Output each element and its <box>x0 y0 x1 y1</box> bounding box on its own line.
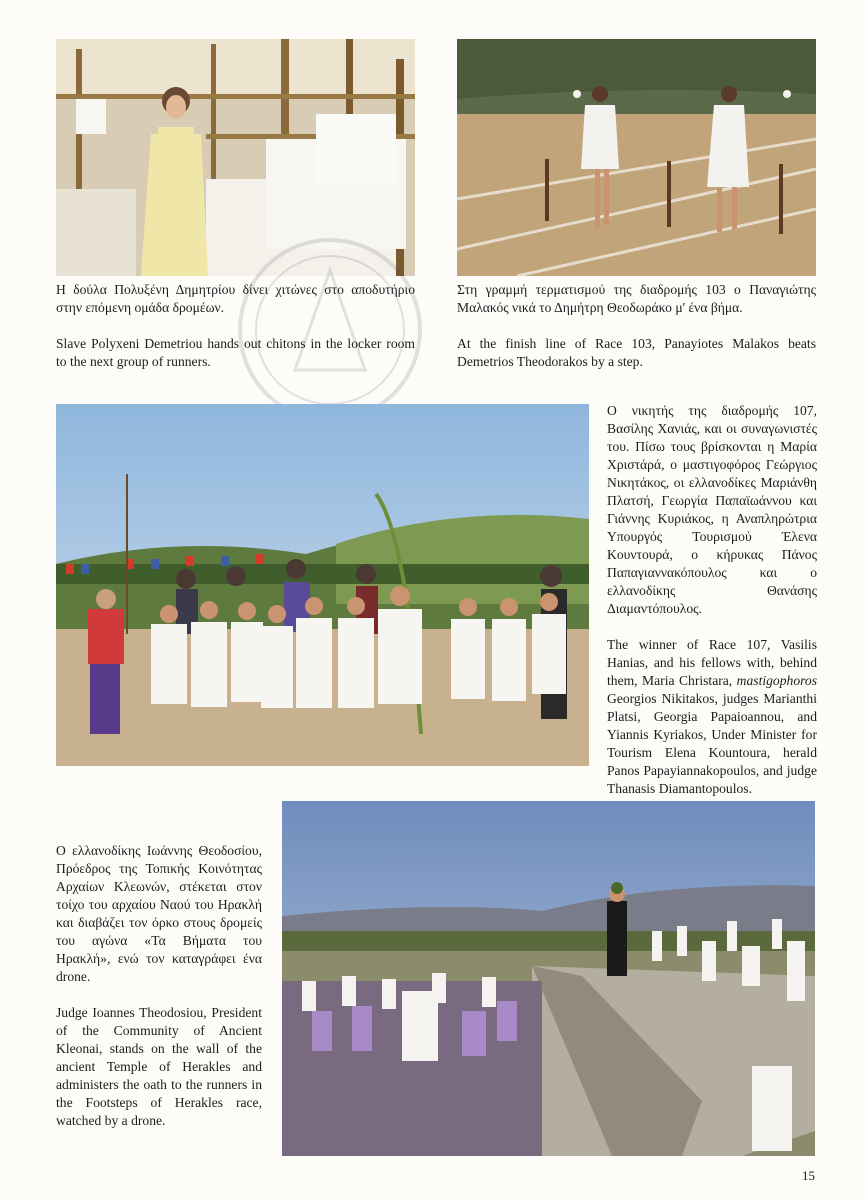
locker-room-caption-greek: Η δούλα Πολυξένη Δημητρίου δίνει χιτώνες στο αποδυτήριο στην επόμενη ομάδα δρομέων. <box>56 282 415 315</box>
finish-line-caption-english: At the finish line of Race 103, Panayiotes Malakos beats Demetrios Theodorakos by a step. <box>457 336 816 369</box>
winners-caption-greek: Ο νικητής της διαδρομής 107, Βασίλης Χανιάς, και οι συναγωνιστές του. Πίσω τους βρίσκονται η Μαρία Χριστάρά, ο μαστιγοφόρος Γεώργιος Νικητάκος, οι ελλανοδίκες Μαριάνθη Πλατσή, Γεωργία Παπαϊωάννου και Γιάννης Κυριάκος, η Αναπληρώτρια Υπουργός Τουρισμού Έλενα Κουντουρά, ο κήρυκας Πάνος Παπαγιαννακόπουλος και ο ελλανοδίκης Θανάσης Διαμαντόπουλος. <box>607 403 817 616</box>
oath-photo <box>282 801 815 1156</box>
locker-room-caption <box>56 281 415 371</box>
winners-caption <box>607 402 817 798</box>
winners-group-photo <box>56 404 589 766</box>
oath-caption-greek: Ο ελλανοδίκης Ιωάννης Θεοδοσίου, Πρόεδρος της Τοπικής Κοινότητας Αρχαίων Κλεωνών, στέκεται στον τοίχο του αρχαίου Ναού του Ηρακλή και διαβάζει τον όρκο στους δρομείς του αγώνα «Τα Βήματα του Ηρακλή», ενώ τον καταγράφει ένα drone. <box>56 843 262 984</box>
winners-caption-english-part1: The winner of Race 107, Vasilis Hanias, and his fellows with, behind them, Maria Christara, <box>607 637 817 688</box>
winners-caption-english <box>607 636 817 798</box>
winners-caption-mastigophoros: mastigophoros <box>736 673 817 688</box>
finish-line-caption-greek: Στη γραμμή τερματισμού της διαδρομής 103 ο Παναγιώτης Μαλακός νικά το Δημήτρη Θεοδωράκο μ' ένα βήμα. <box>457 282 816 315</box>
locker-room-caption-english: Slave Polyxeni Demetriou hands out chitons in the locker room to the next group of runners. <box>56 336 415 369</box>
winners-caption-english-part2: Georgios Nikitakos, judges Marianthi Platsi, Georgia Papaioannou, and Yiannis Kyriakos, Under Minister for Tourism Elena Kountoura, herald Panos Papayiannakopoulos, and judge Thanasis Diamantopoulos. <box>607 691 817 796</box>
page-number: 15 <box>802 1168 815 1183</box>
finish-line-caption <box>457 281 816 371</box>
finish-line-photo <box>457 39 816 276</box>
oath-caption-english: Judge Ioannes Theodosiou, President of the Community of Ancient Kleonai, stands on the wall of the ancient Temple of Herakles and administers the oath to the runners in the Footsteps of Herakles race, watched by a drone. <box>56 1005 262 1128</box>
oath-caption <box>56 842 262 1130</box>
